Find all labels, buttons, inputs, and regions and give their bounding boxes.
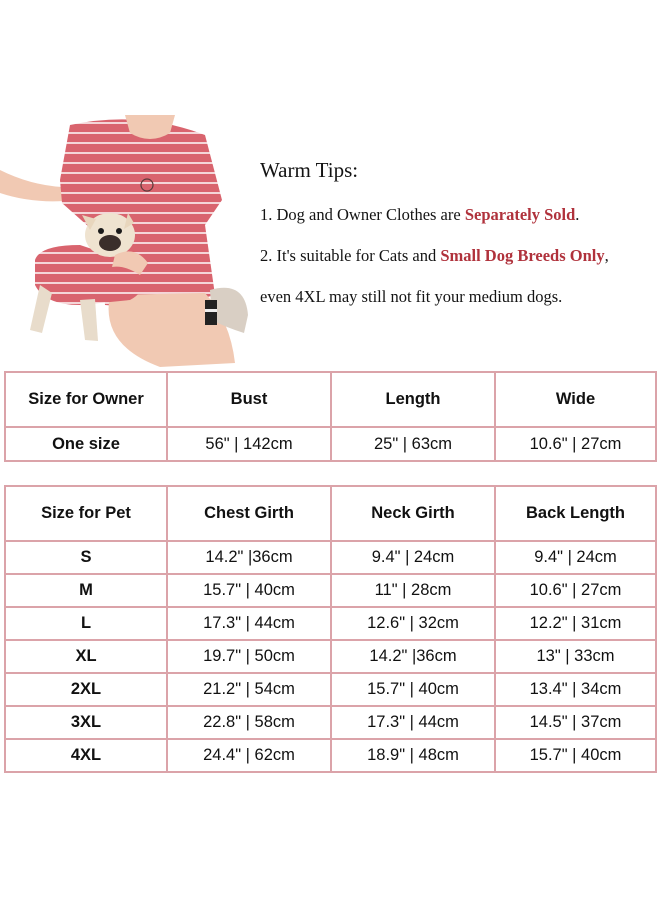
tips-title: Warm Tips:: [260, 158, 359, 182]
pet-size-cell: 3XL: [5, 706, 167, 739]
pet-size-table: [4, 485, 657, 773]
pet-size-cell: L: [5, 607, 167, 640]
pet-size-cell: 4XL: [5, 739, 167, 772]
pet-chest-cell: 15.7" | 40cm: [167, 574, 331, 607]
owner-wide-cell: 10.6" | 27cm: [495, 427, 656, 461]
tip-3: even 4XL may still not fit your medium dogs.: [260, 287, 563, 306]
product-photo: [0, 115, 255, 370]
pet-header-back: Back Length: [495, 486, 656, 541]
pet-neck-cell: 14.2" |36cm: [331, 640, 495, 673]
pet-size-cell: 2XL: [5, 673, 167, 706]
pet-chest-cell: 22.8" | 58cm: [167, 706, 331, 739]
owner-and-dog-image: [0, 115, 255, 370]
table-row: [5, 574, 656, 607]
tip-1-suffix: .: [575, 205, 580, 224]
table-row: [5, 739, 656, 772]
pet-neck-cell: 12.6" | 32cm: [331, 607, 495, 640]
owner-header-size: Size for Owner: [5, 372, 167, 427]
owner-header-bust: Bust: [167, 372, 331, 427]
owner-header-length: Length: [331, 372, 495, 427]
pet-back-cell: 13.4" | 34cm: [495, 673, 656, 706]
pet-size-cell: XL: [5, 640, 167, 673]
pet-header-chest: Chest Girth: [167, 486, 331, 541]
tip-2-text: 2. It's suitable for Cats and: [260, 246, 441, 265]
pet-table-header-row: [5, 486, 656, 541]
table-row: [5, 640, 656, 673]
owner-size-table: [4, 371, 657, 462]
tip-2-highlight: Small Dog Breeds Only: [440, 246, 605, 265]
pet-back-cell: 14.5" | 37cm: [495, 706, 656, 739]
pet-chest-cell: 17.3" | 44cm: [167, 607, 331, 640]
pet-neck-cell: 17.3" | 44cm: [331, 706, 495, 739]
pet-back-cell: 10.6" | 27cm: [495, 574, 656, 607]
owner-size-cell: One size: [5, 427, 167, 461]
pet-back-cell: 15.7" | 40cm: [495, 739, 656, 772]
pet-chest-cell: 21.2" | 54cm: [167, 673, 331, 706]
tip-2: [260, 246, 655, 266]
pet-header-size: Size for Pet: [5, 486, 167, 541]
table-row: [5, 541, 656, 574]
pet-chest-cell: 14.2" |36cm: [167, 541, 331, 574]
pet-back-cell: 13" | 33cm: [495, 640, 656, 673]
warm-tips: [260, 158, 655, 328]
tip-2-suffix: ,: [604, 246, 609, 265]
pet-neck-cell: 11" | 28cm: [331, 574, 495, 607]
table-row: [5, 427, 656, 461]
pet-neck-cell: 18.9" | 48cm: [331, 739, 495, 772]
pet-back-cell: 9.4" | 24cm: [495, 541, 656, 574]
pet-chest-cell: 24.4" | 62cm: [167, 739, 331, 772]
owner-length-cell: 25" | 63cm: [331, 427, 495, 461]
pet-size-cell: S: [5, 541, 167, 574]
table-row: [5, 607, 656, 640]
table-row: [5, 706, 656, 739]
owner-header-wide: Wide: [495, 372, 656, 427]
owner-table-header-row: [5, 372, 656, 427]
tip-1-text: 1. Dog and Owner Clothes are: [260, 205, 465, 224]
pet-neck-cell: 9.4" | 24cm: [331, 541, 495, 574]
owner-bust-cell: 56" | 142cm: [167, 427, 331, 461]
tip-1: [260, 205, 655, 225]
pet-header-neck: Neck Girth: [331, 486, 495, 541]
pet-neck-cell: 15.7" | 40cm: [331, 673, 495, 706]
pet-back-cell: 12.2" | 31cm: [495, 607, 656, 640]
tip-1-highlight: Separately Sold: [464, 205, 576, 224]
pet-size-cell: M: [5, 574, 167, 607]
table-row: [5, 673, 656, 706]
pet-chest-cell: 19.7" | 50cm: [167, 640, 331, 673]
